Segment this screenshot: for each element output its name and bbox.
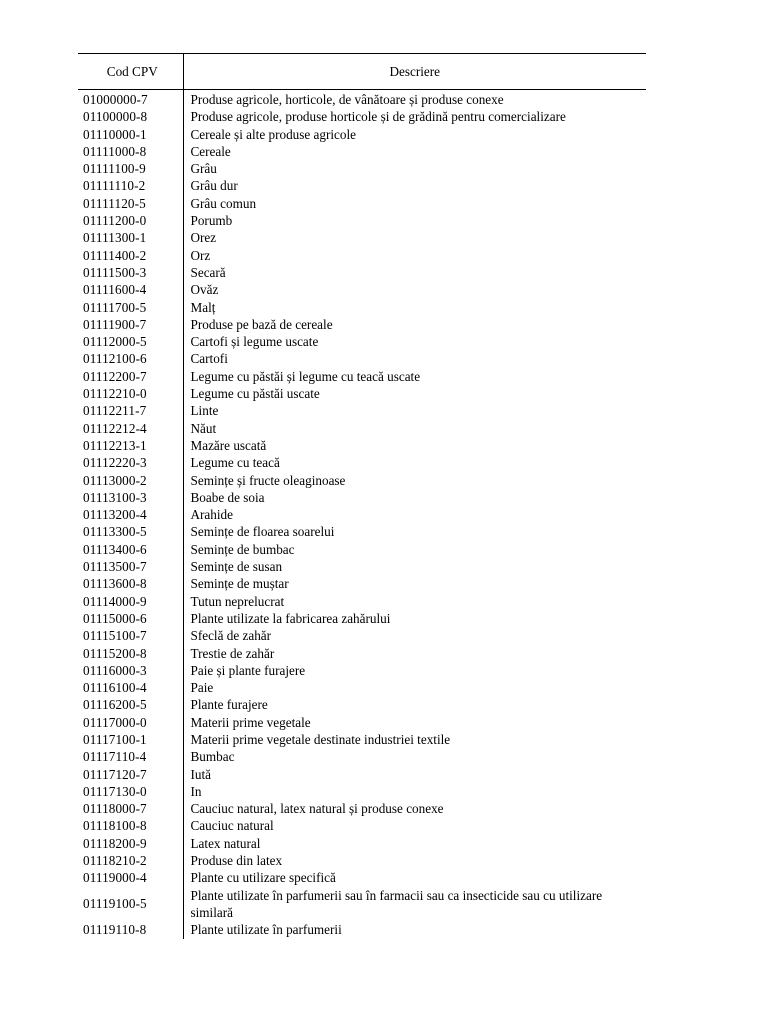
table-body <box>78 90 646 939</box>
cpv-code-cell: 01111110-2 <box>78 177 183 194</box>
cpv-code-cell: 01116200-5 <box>78 696 183 713</box>
cpv-code-cell: 01111300-1 <box>78 229 183 246</box>
cpv-code-cell: 01113000-2 <box>78 472 183 489</box>
table-row <box>78 921 646 938</box>
cpv-code-cell: 01111120-5 <box>78 195 183 212</box>
cpv-code-cell: 01113500-7 <box>78 558 183 575</box>
table-row <box>78 420 646 437</box>
description-cell: Grâu dur <box>190 178 238 194</box>
cpv-code-table <box>78 53 646 939</box>
cpv-code-cell: 01117120-7 <box>78 766 183 783</box>
table-row <box>78 143 646 160</box>
cpv-code-cell: 01111100-9 <box>78 160 183 177</box>
description-cell: Bumbac <box>190 749 235 765</box>
cpv-code-cell: 01110000-1 <box>78 126 183 143</box>
description-cell: Legume cu teacă <box>190 455 280 471</box>
header-row <box>78 54 646 90</box>
cpv-code-cell: 01113400-6 <box>78 541 183 558</box>
table-row <box>78 610 646 627</box>
cpv-code-cell: 01111000-8 <box>78 143 183 160</box>
table-row <box>78 195 646 212</box>
cpv-code-cell: 01114000-9 <box>78 593 183 610</box>
cpv-code-cell: 01119000-4 <box>78 869 183 886</box>
table-row <box>78 108 646 125</box>
cpv-code-cell: 01111400-2 <box>78 247 183 264</box>
description-cell: Năut <box>190 420 217 436</box>
description-cell: Plante cu utilizare specifică <box>190 870 336 886</box>
code-column-header: Cod CPV <box>78 54 183 90</box>
table-row <box>78 800 646 817</box>
description-cell: Tutun neprelucrat <box>190 593 285 609</box>
description-cell: Cauciuc natural, latex natural și produse conexe <box>190 801 444 817</box>
cpv-code-cell: 01115200-8 <box>78 645 183 662</box>
cpv-code-cell: 01100000-8 <box>78 108 183 125</box>
description-cell: Semințe de susan <box>190 559 283 575</box>
table-row <box>78 385 646 402</box>
description-cell: Sfeclă de zahăr <box>190 628 272 644</box>
cpv-code-cell: 01118000-7 <box>78 800 183 817</box>
description-cell: Linte <box>190 403 219 419</box>
description-cell: Produse agricole, horticole, de vânătoare și produse conexe <box>190 92 504 107</box>
description-cell: Plante utilizate în parfumerii sau în farmacii sau ca insecticide sau cu utilizare similară <box>190 887 603 920</box>
description-cell: Secară <box>190 264 226 280</box>
description-cell: Mazăre uscată <box>190 437 267 453</box>
table-row <box>78 645 646 662</box>
description-cell: Arahide <box>190 507 233 523</box>
description-cell: Grâu <box>190 161 217 177</box>
description-cell: Grâu comun <box>190 195 257 211</box>
cpv-code-cell: 01118210-2 <box>78 852 183 869</box>
table-row <box>78 817 646 834</box>
table-row <box>78 247 646 264</box>
cpv-code-cell: 01112212-4 <box>78 420 183 437</box>
table-row <box>78 264 646 281</box>
description-cell: Cauciuc natural <box>190 818 274 834</box>
table-row <box>78 887 646 922</box>
table-header <box>78 54 646 90</box>
table-row <box>78 506 646 523</box>
table-row <box>78 523 646 540</box>
cpv-code-cell: 01113300-5 <box>78 523 183 540</box>
table-row <box>78 627 646 644</box>
description-cell: Porumb <box>190 213 233 229</box>
table-row <box>78 160 646 177</box>
description-column-header: Descriere <box>183 54 646 90</box>
cpv-code-cell: 01112220-3 <box>78 454 183 471</box>
cpv-code-cell: 01115100-7 <box>78 627 183 644</box>
description-cell: Latex natural <box>190 835 261 851</box>
description-cell: Orez <box>190 230 217 246</box>
description-cell: Cereale <box>190 143 231 159</box>
table-row <box>78 593 646 610</box>
table-row <box>78 714 646 731</box>
table-row <box>78 731 646 748</box>
table-row <box>78 350 646 367</box>
table-row <box>78 177 646 194</box>
table-row <box>78 679 646 696</box>
table-row <box>78 333 646 350</box>
description-cell: Trestie de zahăr <box>190 645 275 661</box>
table-row <box>78 368 646 385</box>
cpv-code-cell: 01118200-9 <box>78 835 183 852</box>
cpv-code-cell: 01000000-7 <box>78 90 183 109</box>
description-cell: Legume cu păstăi și legume cu teacă uscate <box>190 368 421 384</box>
cpv-code-cell: 01111500-3 <box>78 264 183 281</box>
cpv-code-cell: 01111900-7 <box>78 316 183 333</box>
cpv-code-cell: 01117110-4 <box>78 748 183 765</box>
description-cell: Orz <box>190 247 211 263</box>
cpv-code-cell: 01113200-4 <box>78 506 183 523</box>
description-cell: Materii prime vegetale destinate industriei textile <box>190 731 451 747</box>
table-row <box>78 662 646 679</box>
table-row <box>78 835 646 852</box>
description-cell: Plante utilizate în parfumerii <box>190 922 342 938</box>
table-row <box>78 783 646 800</box>
description-cell: Semințe de floarea soarelui <box>190 524 335 540</box>
table-row <box>78 281 646 298</box>
cpv-code-cell: 01119110-8 <box>78 921 183 938</box>
cpv-code-cell: 01118100-8 <box>78 817 183 834</box>
cpv-code-cell: 01113100-3 <box>78 489 183 506</box>
cpv-code-cell: 01117130-0 <box>78 783 183 800</box>
table-row <box>78 575 646 592</box>
cpv-code-cell: 01113600-8 <box>78 575 183 592</box>
description-cell: Semințe de muștar <box>190 576 289 592</box>
table-row <box>78 472 646 489</box>
description-cell: Malț <box>190 299 216 315</box>
description-cell: Materii prime vegetale <box>190 714 311 730</box>
cpv-code-cell: 01111700-5 <box>78 299 183 316</box>
cpv-code-cell: 01112210-0 <box>78 385 183 402</box>
description-cell: Produse din latex <box>190 853 283 869</box>
table-row <box>78 90 646 109</box>
table-row <box>78 229 646 246</box>
cpv-code-cell: 01112000-5 <box>78 333 183 350</box>
cpv-code-cell: 01115000-6 <box>78 610 183 627</box>
description-cell: In <box>190 783 202 799</box>
description-cell: Produse agricole, produse horticole și de grădină pentru comercializare <box>190 109 566 125</box>
cpv-code-cell: 01111600-4 <box>78 281 183 298</box>
table-row <box>78 558 646 575</box>
description-cell: Cartofi și legume uscate <box>190 334 319 350</box>
description-cell: Cartofi <box>190 351 228 367</box>
table-row <box>78 852 646 869</box>
description-cell: Cereale și alte produse agricole <box>190 126 357 142</box>
description-cell: Paie <box>190 680 214 696</box>
description-cell: Semințe de bumbac <box>190 541 295 557</box>
table-row <box>78 869 646 886</box>
description-cell: Ovăz <box>190 282 219 298</box>
description-cell: Iută <box>190 766 212 782</box>
table-row <box>78 454 646 471</box>
description-cell: Plante utilizate la fabricarea zahărului <box>190 610 391 626</box>
description-cell: Paie și plante furajere <box>190 662 306 678</box>
table-row <box>78 748 646 765</box>
table-row <box>78 696 646 713</box>
table-row <box>78 126 646 143</box>
description-cell: Boabe de soia <box>190 489 265 505</box>
description-cell: Produse pe bază de cereale <box>190 316 333 332</box>
table-row <box>78 212 646 229</box>
cpv-code-cell: 01119100-5 <box>78 887 183 922</box>
cpv-code-cell: 01111200-0 <box>78 212 183 229</box>
table-row <box>78 299 646 316</box>
table-row <box>78 402 646 419</box>
cpv-code-cell: 01117000-0 <box>78 714 183 731</box>
table-row <box>78 437 646 454</box>
description-cell: Plante furajere <box>190 697 268 713</box>
cpv-code-cell: 01116100-4 <box>78 679 183 696</box>
table-row <box>78 489 646 506</box>
table-row <box>78 766 646 783</box>
cpv-code-cell: 01117100-1 <box>78 731 183 748</box>
cpv-code-cell: 01112200-7 <box>78 368 183 385</box>
cpv-code-cell: 01112211-7 <box>78 402 183 419</box>
table-row <box>78 541 646 558</box>
cpv-code-cell: 01116000-3 <box>78 662 183 679</box>
cpv-code-cell: 01112100-6 <box>78 350 183 367</box>
table-row <box>78 316 646 333</box>
cpv-code-cell: 01112213-1 <box>78 437 183 454</box>
description-cell: Legume cu păstăi uscate <box>190 386 320 402</box>
description-cell: Semințe și fructe oleaginoase <box>190 472 346 488</box>
